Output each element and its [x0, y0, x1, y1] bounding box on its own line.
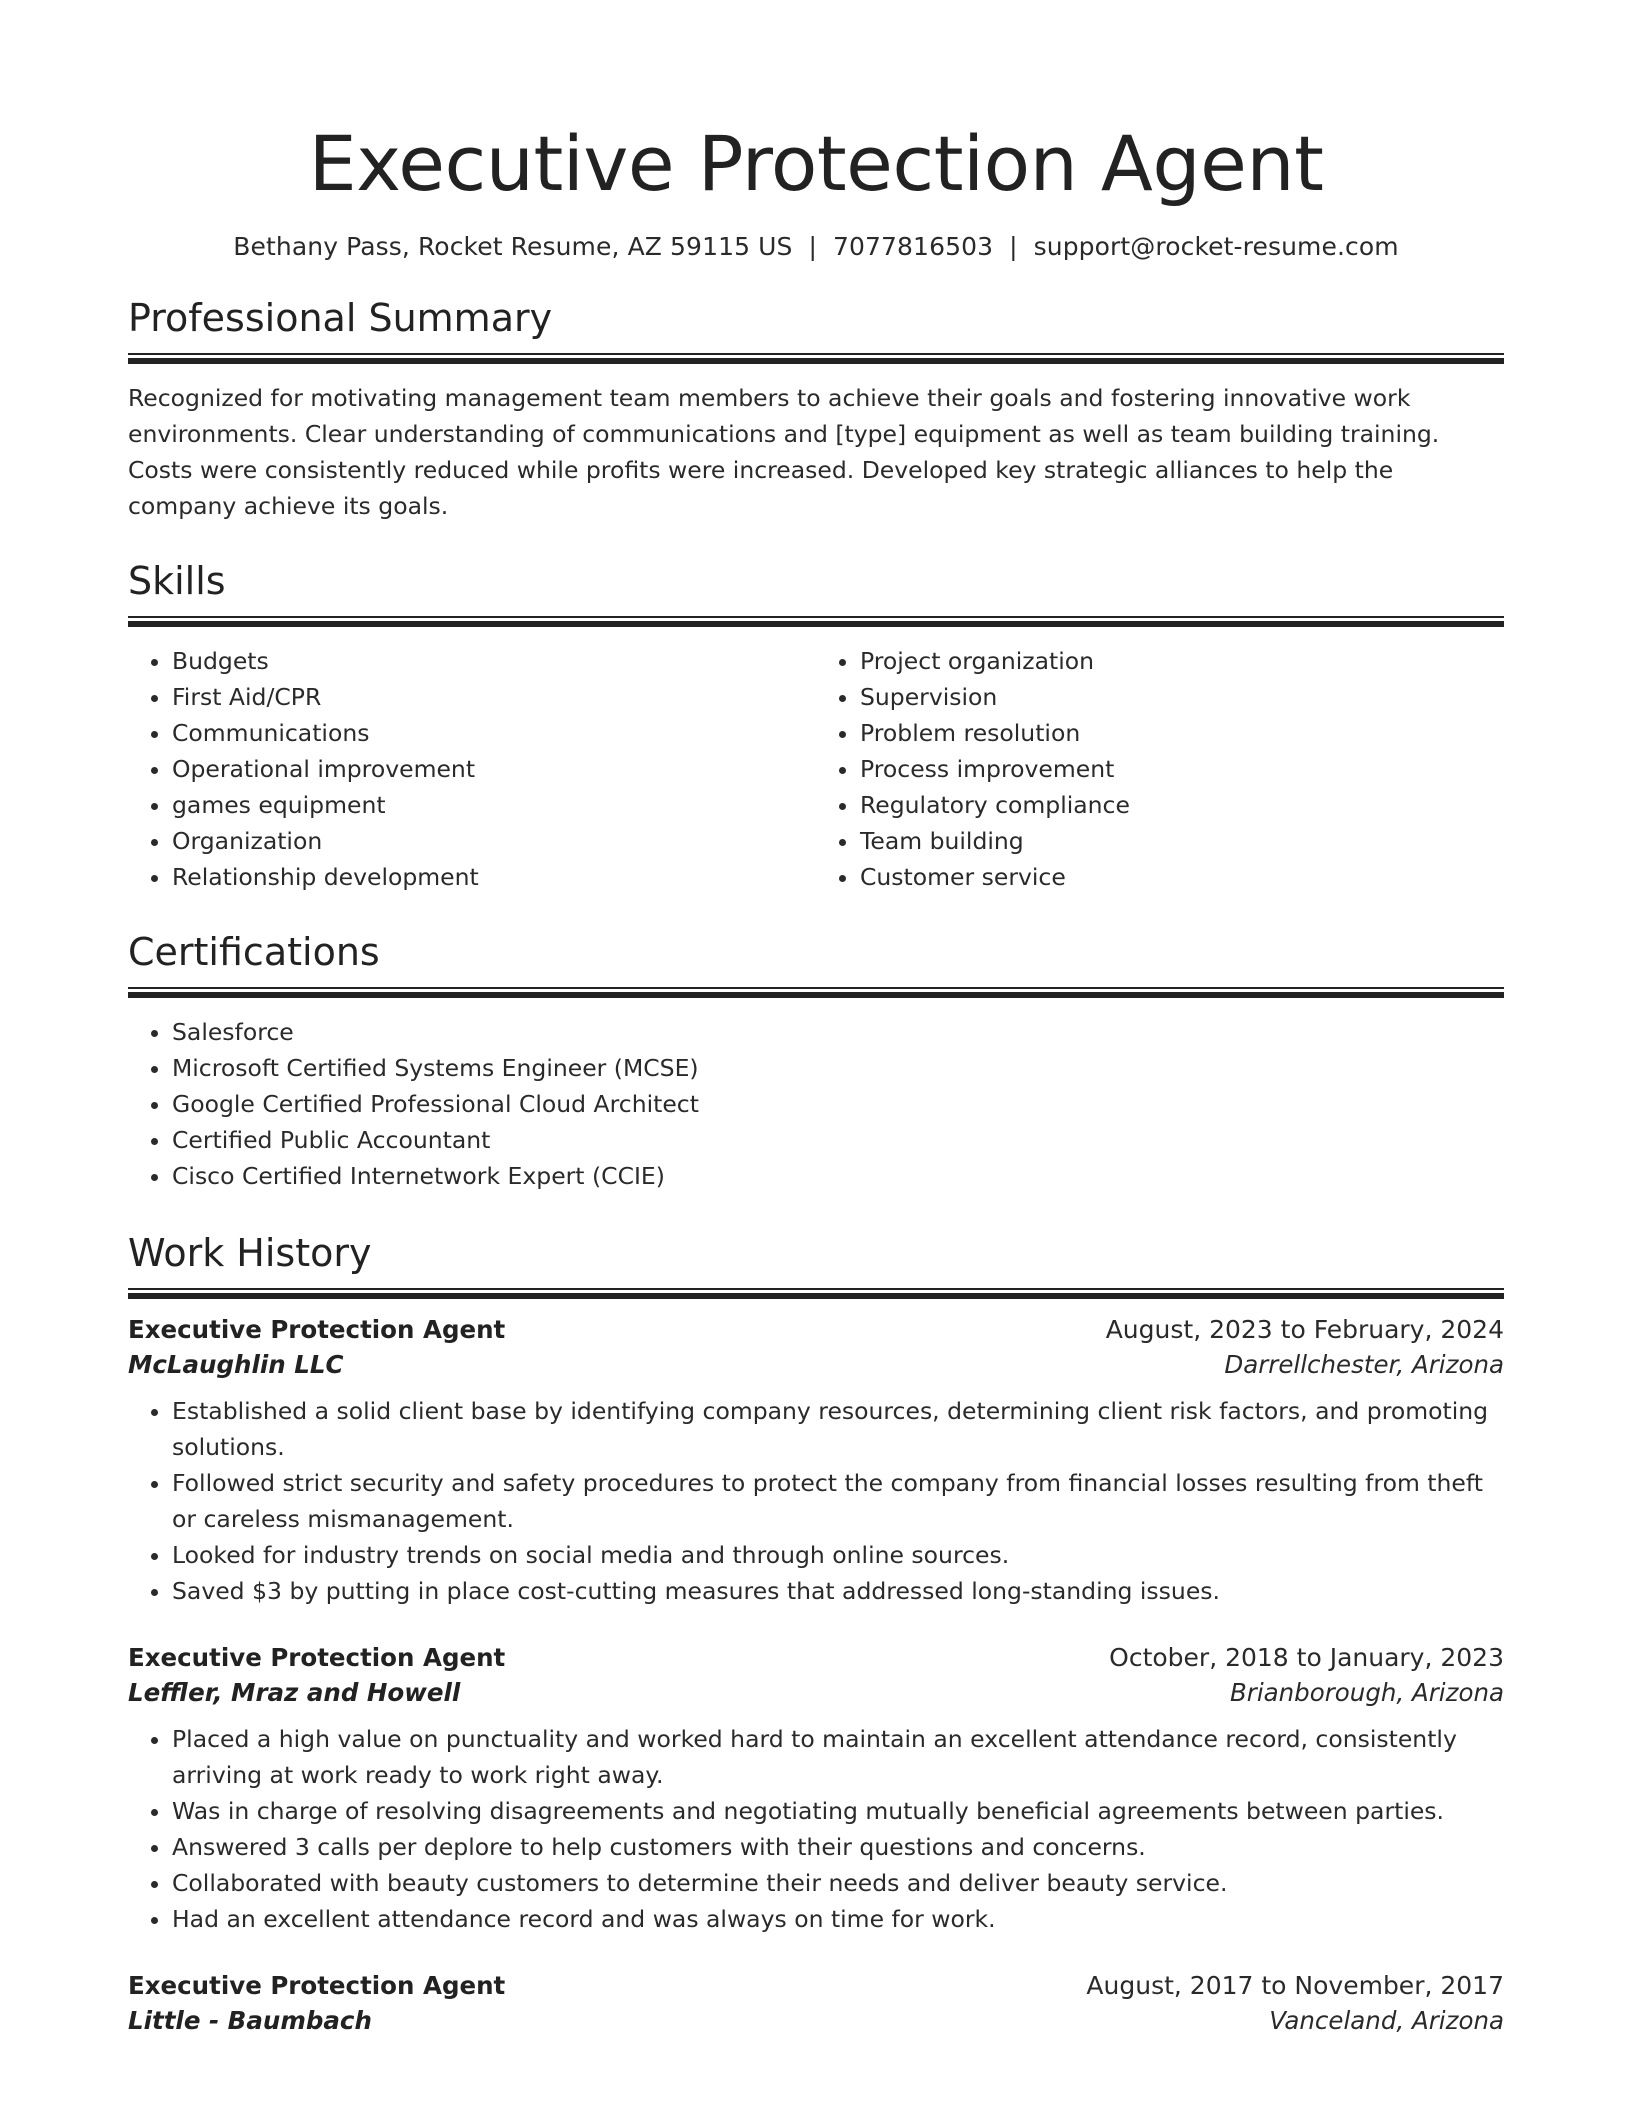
- job-bullet: • Established a solid client base by identifying company resources, determining client risk factors, and promoting solutions.: [172, 1393, 1504, 1465]
- skills-section: [128, 559, 1504, 895]
- job-location: Vanceland, Arizona: [1269, 2006, 1504, 2035]
- job-location: Darrellchester, Arizona: [1224, 1350, 1504, 1379]
- job-subheader: [128, 1350, 1504, 1379]
- job-company: McLaughlin LLC: [128, 1350, 344, 1379]
- certification-item: • Microsoft Certified Systems Engineer (MCSE): [172, 1050, 1504, 1086]
- work-history-section: [128, 1231, 1504, 2035]
- skill-item: • Regulatory compliance: [860, 787, 1504, 823]
- job-bullet: • Looked for industry trends on social media and through online sources.: [172, 1537, 1504, 1573]
- skill-item: • Process improvement: [860, 751, 1504, 787]
- job-title: Executive Protection Agent: [128, 1315, 506, 1344]
- job-subheader: [128, 1678, 1504, 1707]
- skill-item: • Organization: [172, 823, 816, 859]
- section-title-work-history: Work History: [128, 1231, 372, 1275]
- certification-item: • Certified Public Accountant: [172, 1122, 1504, 1158]
- job-bullet: • Placed a high value on punctuality and worked hard to maintain an excellent attendance record, consistently arriving at work ready to work right away.: [172, 1721, 1504, 1793]
- skill-item: • Supervision: [860, 679, 1504, 715]
- job-entry: [128, 1643, 1504, 1937]
- skill-item: • Communications: [172, 715, 816, 751]
- skill-item: • games equipment: [172, 787, 816, 823]
- job-entry: [128, 1315, 1504, 1609]
- summary-text: Recognized for motivating management team members to achieve their goals and fostering innovative work environments. Clear understanding of communications and [type] equipment as well as team building training. Costs were consistently reduced while profits were increased. Developed key strategic alliances to help the company achieve its goals.: [128, 384, 1440, 520]
- job-header: [128, 1971, 1504, 2000]
- job-entry: [128, 1971, 1504, 2035]
- section-divider: [128, 616, 1504, 627]
- job-title: Executive Protection Agent: [128, 1643, 506, 1672]
- skill-item: • Problem resolution: [860, 715, 1504, 751]
- section-title-certifications: Certifications: [128, 930, 380, 974]
- contact-separator: |: [1009, 232, 1018, 261]
- job-bullet: • Followed strict security and safety procedures to protect the company from financial losses resulting from theft or careless mismanagement.: [172, 1465, 1504, 1537]
- job-company: Leffler, Mraz and Howell: [128, 1678, 461, 1707]
- section-divider: [128, 1288, 1504, 1299]
- contact-phone: 7077816503: [833, 232, 994, 261]
- job-bullet: • Collaborated with beauty customers to determine their needs and deliver beauty service.: [172, 1865, 1504, 1901]
- skill-item: • Project organization: [860, 643, 1504, 679]
- job-bullet: • Saved $3 by putting in place cost-cutting measures that addressed long-standing issues.: [172, 1573, 1504, 1609]
- skill-item: • Operational improvement: [172, 751, 816, 787]
- skill-item: • Budgets: [172, 643, 816, 679]
- job-header: [128, 1643, 1504, 1672]
- contact-address: Bethany Pass, Rocket Resume, AZ 59115 US: [233, 232, 793, 261]
- section-title-skills: Skills: [128, 559, 226, 603]
- certifications-list: [128, 1014, 1504, 1194]
- skill-item: • First Aid/CPR: [172, 679, 816, 715]
- job-title: Executive Protection Agent: [128, 1971, 506, 2000]
- certification-item: • Salesforce: [172, 1014, 1504, 1050]
- section-title-summary: Professional Summary: [128, 296, 553, 340]
- job-location: Brianborough, Arizona: [1229, 1678, 1504, 1707]
- job-bullets: [128, 1721, 1504, 1937]
- summary-section: [128, 296, 1504, 524]
- job-dates: August, 2023 to February, 2024: [1105, 1315, 1504, 1344]
- certification-item: • Google Certified Professional Cloud Architect: [172, 1086, 1504, 1122]
- skills-list-left: [128, 643, 816, 895]
- certifications-section: [128, 930, 1504, 1194]
- section-divider: [128, 987, 1504, 998]
- skill-item: • Team building: [860, 823, 1504, 859]
- contact-email: support@rocket-resume.com: [1033, 232, 1399, 261]
- job-bullet: • Was in charge of resolving disagreements and negotiating mutually beneficial agreements between parties.: [172, 1793, 1504, 1829]
- job-subheader: [128, 2006, 1504, 2035]
- job-bullet: • Answered 3 calls per deplore to help customers with their questions and concerns.: [172, 1829, 1504, 1865]
- job-bullet: • Had an excellent attendance record and was always on time for work.: [172, 1901, 1504, 1937]
- job-dates: August, 2017 to November, 2017: [1086, 1971, 1504, 2000]
- certification-item: • Cisco Certified Internetwork Expert (CCIE): [172, 1158, 1504, 1194]
- resume-name: Executive Protection Agent: [308, 119, 1324, 208]
- skill-item: • Customer service: [860, 859, 1504, 895]
- job-bullets: [128, 1393, 1504, 1609]
- job-dates: October, 2018 to January, 2023: [1109, 1643, 1504, 1672]
- skills-grid: [128, 643, 1504, 895]
- section-divider: [128, 353, 1504, 364]
- skills-list-right: [816, 643, 1504, 895]
- job-company: Little - Baumbach: [128, 2006, 372, 2035]
- skill-item: • Relationship development: [172, 859, 816, 895]
- contact-separator: |: [808, 232, 818, 261]
- contact-line: [128, 232, 1504, 261]
- job-header: [128, 1315, 1504, 1344]
